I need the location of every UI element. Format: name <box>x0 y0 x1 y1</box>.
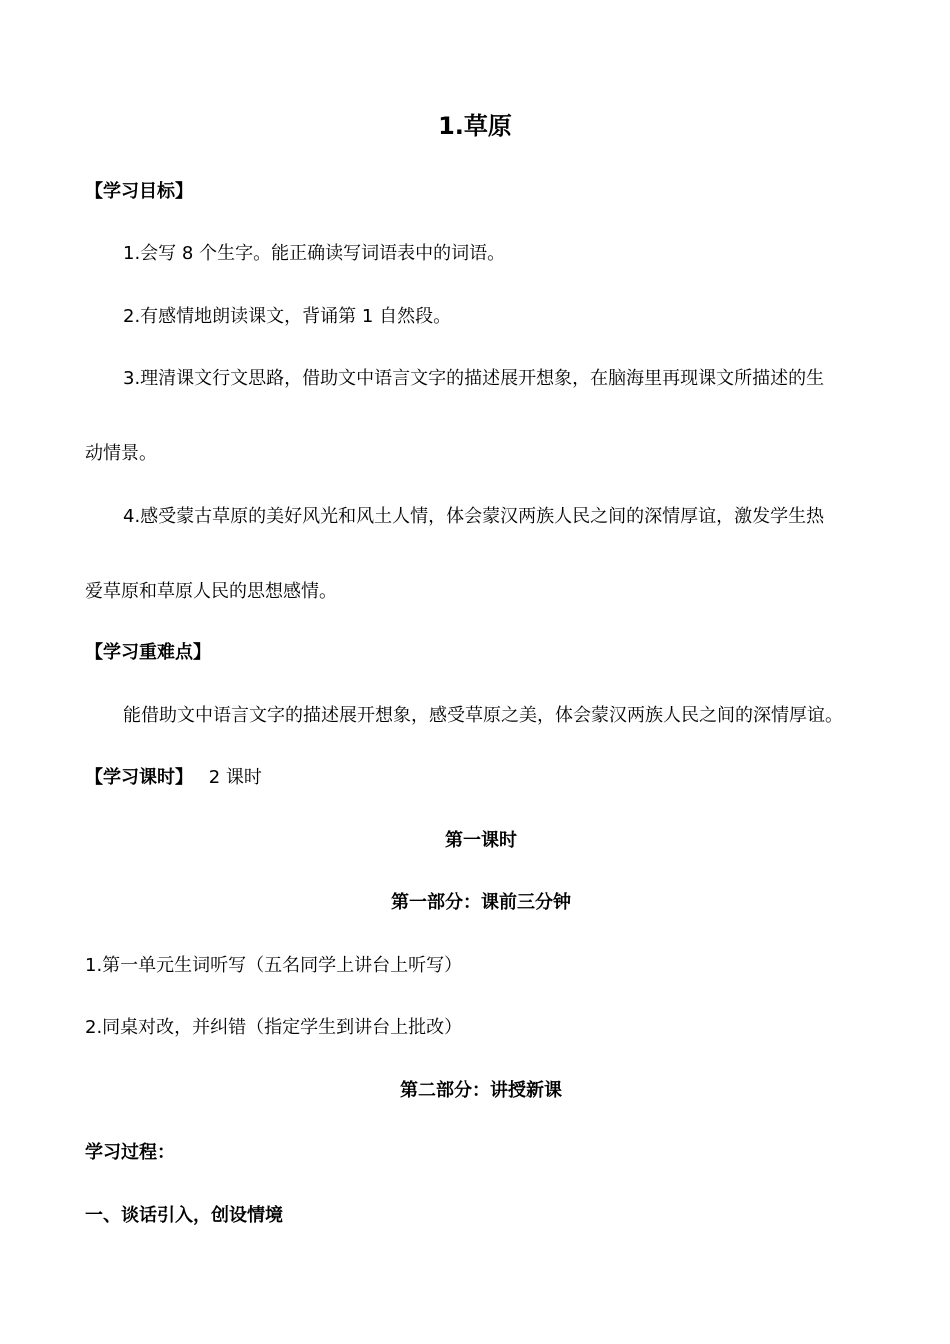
objective-item-3: 3.理清课文行文思路，借助文中语言文字的描述展开想象，在脑海里再现课文所描述的生 <box>123 368 825 389</box>
key-points-text: 能借助文中语言文字的描述展开想象，感受草原之美，体会蒙汉两族人民之间的深情厚谊。 <box>123 705 843 726</box>
objective-item-2: 2.有感情地朗读课文，背诵第 1 自然段。 <box>123 306 452 327</box>
step-1-heading: 一、谈话引入，创设情境 <box>85 1205 283 1226</box>
part-1-item-2: 2.同桌对改，并纠错（指定学生到讲台上批改） <box>85 1017 463 1038</box>
objective-item-4-continued: 爱草原和草原人民的思想感情。 <box>85 581 337 602</box>
part-2-heading: 第二部分：讲授新课 <box>400 1080 562 1101</box>
objective-item-3-continued: 动情景。 <box>85 443 157 464</box>
part-1-item-1: 1.第一单元生词听写（五名同学上讲台上听写） <box>85 955 463 976</box>
objective-item-4: 4.感受蒙古草原的美好风光和风土人情，体会蒙汉两族人民之间的深情厚谊，激发学生热 <box>123 506 825 527</box>
class-hours-value: 2 课时 <box>208 767 262 788</box>
process-heading: 学习过程： <box>85 1142 175 1163</box>
class-hours-line <box>85 766 262 790</box>
objectives-heading: 【学习目标】 <box>85 181 193 202</box>
part-1-heading: 第一部分：课前三分钟 <box>391 892 571 913</box>
document-title: 1.草原 <box>438 112 512 140</box>
class-hours-heading: 【学习课时】 <box>85 767 193 788</box>
lesson-1-heading: 第一课时 <box>445 830 517 851</box>
key-points-heading: 【学习重难点】 <box>85 642 211 663</box>
objective-item-1: 1.会写 8 个生字。能正确读写词语表中的词语。 <box>123 243 506 264</box>
